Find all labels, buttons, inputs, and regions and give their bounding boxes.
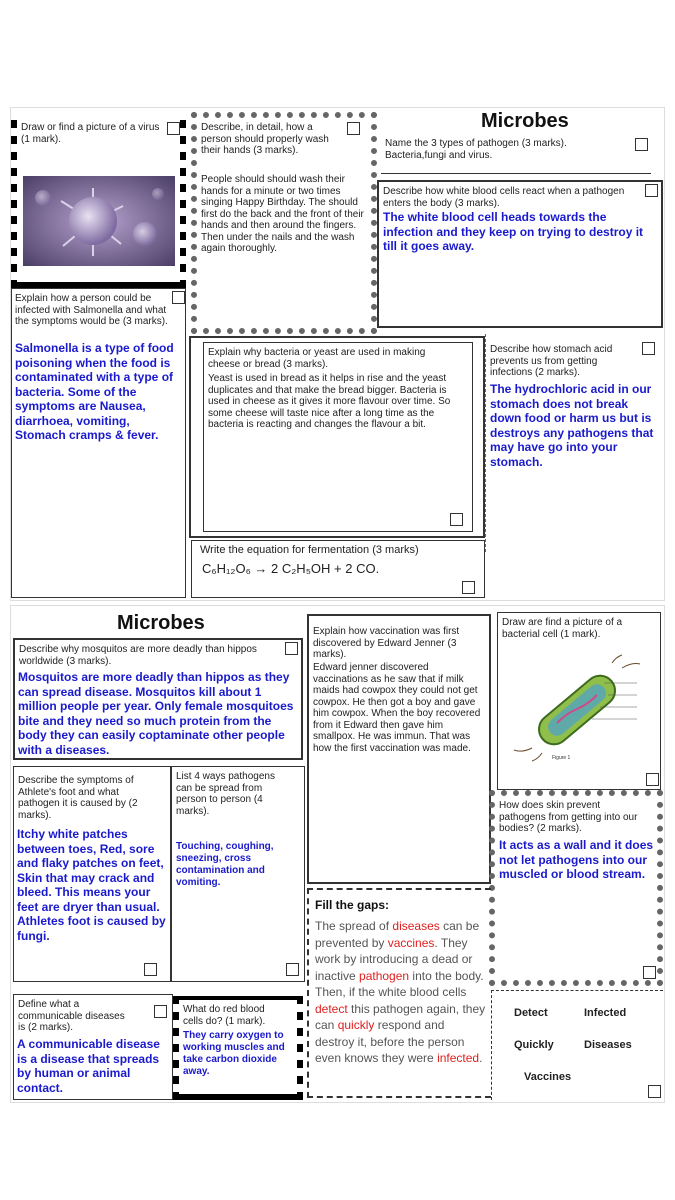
yeast-inner: [203, 342, 473, 532]
pathogen-spread-box: [171, 766, 305, 982]
salmonella-answer: Salmonella is a type of food poisoning when the food is contaminated with a type of bacteria. Some of the symptoms are Nausea, diarrhoea, vomiting, Stomach cramps & fever.: [15, 341, 174, 442]
hand-washing-box: [191, 112, 377, 334]
checkbox[interactable]: [347, 122, 360, 135]
skin-question: How does skin prevent pathogens from getting into our bodies? (2 marks).: [499, 800, 638, 834]
mosquito-question: Describe why mosquitos are more deadly than hippos worldwide (3 marks).: [19, 644, 257, 667]
mosquito-box: [13, 638, 303, 760]
gaps-text: The spread of diseases can be prevented by vaccines. They work by introducing a dead or inactive pathogen into the body. Then, if the white blood cells detect this pathogen again, they can quickly respond and destroy it, before the person even knows they were infected.: [315, 919, 486, 1065]
gap-word: diseases: [392, 919, 440, 933]
checkbox[interactable]: [286, 963, 299, 976]
stomach-question: Describe how stomach acid prevents us from getting infections (2 marks).: [490, 344, 613, 378]
wbc-question: Describe how white blood cells react when a pathogen enters the body (3 marks).: [383, 186, 625, 209]
checkbox[interactable]: [646, 773, 659, 786]
stomach-acid-box: [485, 334, 663, 552]
pathogen-types-box: [381, 134, 651, 174]
checkbox[interactable]: [172, 291, 185, 304]
gap-word: infected: [437, 1051, 480, 1065]
fill-gaps-box: [307, 888, 491, 1098]
skin-answer: It acts as a wall and it does not let pathogens into our muscled or blood stream.: [499, 838, 654, 881]
worksheet-1: [11, 108, 664, 600]
fermentation-question: Write the equation for fermentation (3 marks): [200, 544, 419, 556]
yeast-question: Explain why bacteria or yeast are used in making cheese or bread (3 marks).: [208, 347, 426, 370]
vaccination-answer: Edward jenner discovered vaccinations as he saw that if milk maids had cowpox they could not get cowpox. He then got a boy and gave him cowpox. When the boy recovered from it Edward then gave him smallpox. He was immun. That was how the first vaccination was made.: [313, 662, 481, 754]
virus-picture: [23, 176, 175, 266]
virus-question: Draw or find a picture of a virus (1 mark).: [21, 122, 160, 145]
communicable-answer: A communicable disease is a disease that spreads by human or animal contact.: [17, 1037, 160, 1095]
spread-answer: Touching, coughing, sneezing, cross contamination and vomiting.: [176, 841, 274, 888]
wash-question: Describe, in detail, how a person should properly wash their hands (3 marks).: [201, 122, 329, 156]
vaccination-question: Explain how vaccination was first discovered by Edward Jenner (3 marks).: [313, 626, 460, 660]
mosquito-answer: Mosquitos are more deadly than hippos as they can spread disease. Mosquitos kill about 1 million people per year. Only female mosquitoes bite and they need so much protein from the body they can easily coptaminate other people with a diseases.: [18, 670, 294, 757]
worksheet-2: [11, 606, 664, 1102]
word-bank-item: Infected: [584, 1007, 627, 1019]
salmonella-box: [11, 288, 186, 598]
vaccination-box: [307, 614, 491, 884]
checkbox[interactable]: [450, 513, 463, 526]
athlete-question: Describe the symptoms of Athlete's foot and what pathogen it is caused by (2 marks).: [18, 775, 138, 821]
checkbox[interactable]: [144, 963, 157, 976]
salmonella-question: Explain how a person could be infected with Salmonella and what the symptoms would be (3 marks).: [15, 293, 168, 327]
gap-word: pathogen: [359, 968, 410, 983]
word-bank: [491, 990, 663, 1100]
checkbox[interactable]: [645, 184, 658, 197]
checkbox[interactable]: [635, 138, 648, 151]
bacterial-cell-picture: [512, 653, 642, 763]
yeast-answer: Yeast is used in bread as it helps in rise and the yeast duplicates and that make the bread bigger. Bacteria is used in cheese as it gives it more flavour over time. So some cheese will taste nice after a long time as the bacteria is reacting and changes the flavour a bit.: [208, 373, 451, 430]
bacterial-question: Draw are find a picture of a bacterial cell (1 mark).: [502, 617, 623, 640]
figure-label: Figure 1: [552, 755, 571, 761]
checkbox[interactable]: [154, 1005, 167, 1018]
checkbox[interactable]: [642, 342, 655, 355]
word-bank-item: Detect: [514, 1007, 548, 1019]
checkbox[interactable]: [167, 122, 180, 135]
checkbox[interactable]: [643, 966, 656, 979]
fermentation-box: [191, 540, 485, 598]
wash-answer: People should should wash their hands for a minute or two times singing Happy Birthday. The should first do the back and the front of their hands and then around the fingers. Then under the nails and the wash again thoroughly.: [201, 174, 364, 254]
wbc-answer: The white blood cell heads towards the infection and they keep on trying to destroy it till it goes away.: [383, 210, 644, 253]
word-bank-item: Diseases: [584, 1039, 632, 1051]
gap-word: vaccines: [387, 935, 435, 950]
checkbox[interactable]: [462, 581, 475, 594]
redcells-answer: They carry oxygen to working muscles and take carbon dioxide away.: [183, 1030, 285, 1077]
redcells-question: What do red blood cells do? (1 mark).: [183, 1004, 266, 1027]
gap-word: quickly: [337, 1018, 375, 1032]
skin-box: [489, 790, 663, 986]
pathogens-question: Name the 3 types of pathogen (3 marks).: [385, 138, 567, 149]
bacterial-cell-box: [497, 612, 661, 790]
virus-box: [11, 112, 186, 288]
red-blood-cells-box: [173, 994, 303, 1100]
stomach-answer: The hydrochloric acid in our stomach does not break down food or harm us but is destroys any pathogens that may have go into your stomach.: [490, 382, 654, 469]
checkbox[interactable]: [648, 1085, 661, 1098]
gaps-title: Fill the gaps:: [315, 898, 390, 912]
yeast-box: [189, 336, 485, 538]
sheet2-title: Microbes: [117, 612, 205, 634]
athletes-foot-box: [13, 766, 171, 982]
communicable-question: Define what a communicable diseases is (2 marks).: [18, 999, 125, 1033]
checkbox[interactable]: [285, 642, 298, 655]
word-bank-item: Vaccines: [524, 1071, 572, 1083]
sheet1-title: Microbes: [481, 110, 569, 132]
communicable-box: [13, 994, 173, 1100]
white-blood-cells-box: [377, 180, 663, 328]
pathogens-answer: Bacteria,fungi and virus.: [385, 150, 493, 161]
gap-word: detect: [315, 1001, 348, 1016]
spread-question: List 4 ways pathogens can be spread from person to person (4 marks).: [176, 771, 275, 817]
fermentation-answer: C₆H₁₂O₆ → 2 C₂H₅OH + 2 CO.: [202, 561, 380, 576]
word-bank-item: Quickly: [514, 1039, 554, 1051]
athlete-answer: Itchy white patches between toes, Red, sore and flaky patches on feet, Skin that may crack and bleed. This means your feet are dryer than usual. Athletes foot is caused by fungi.: [17, 827, 166, 943]
